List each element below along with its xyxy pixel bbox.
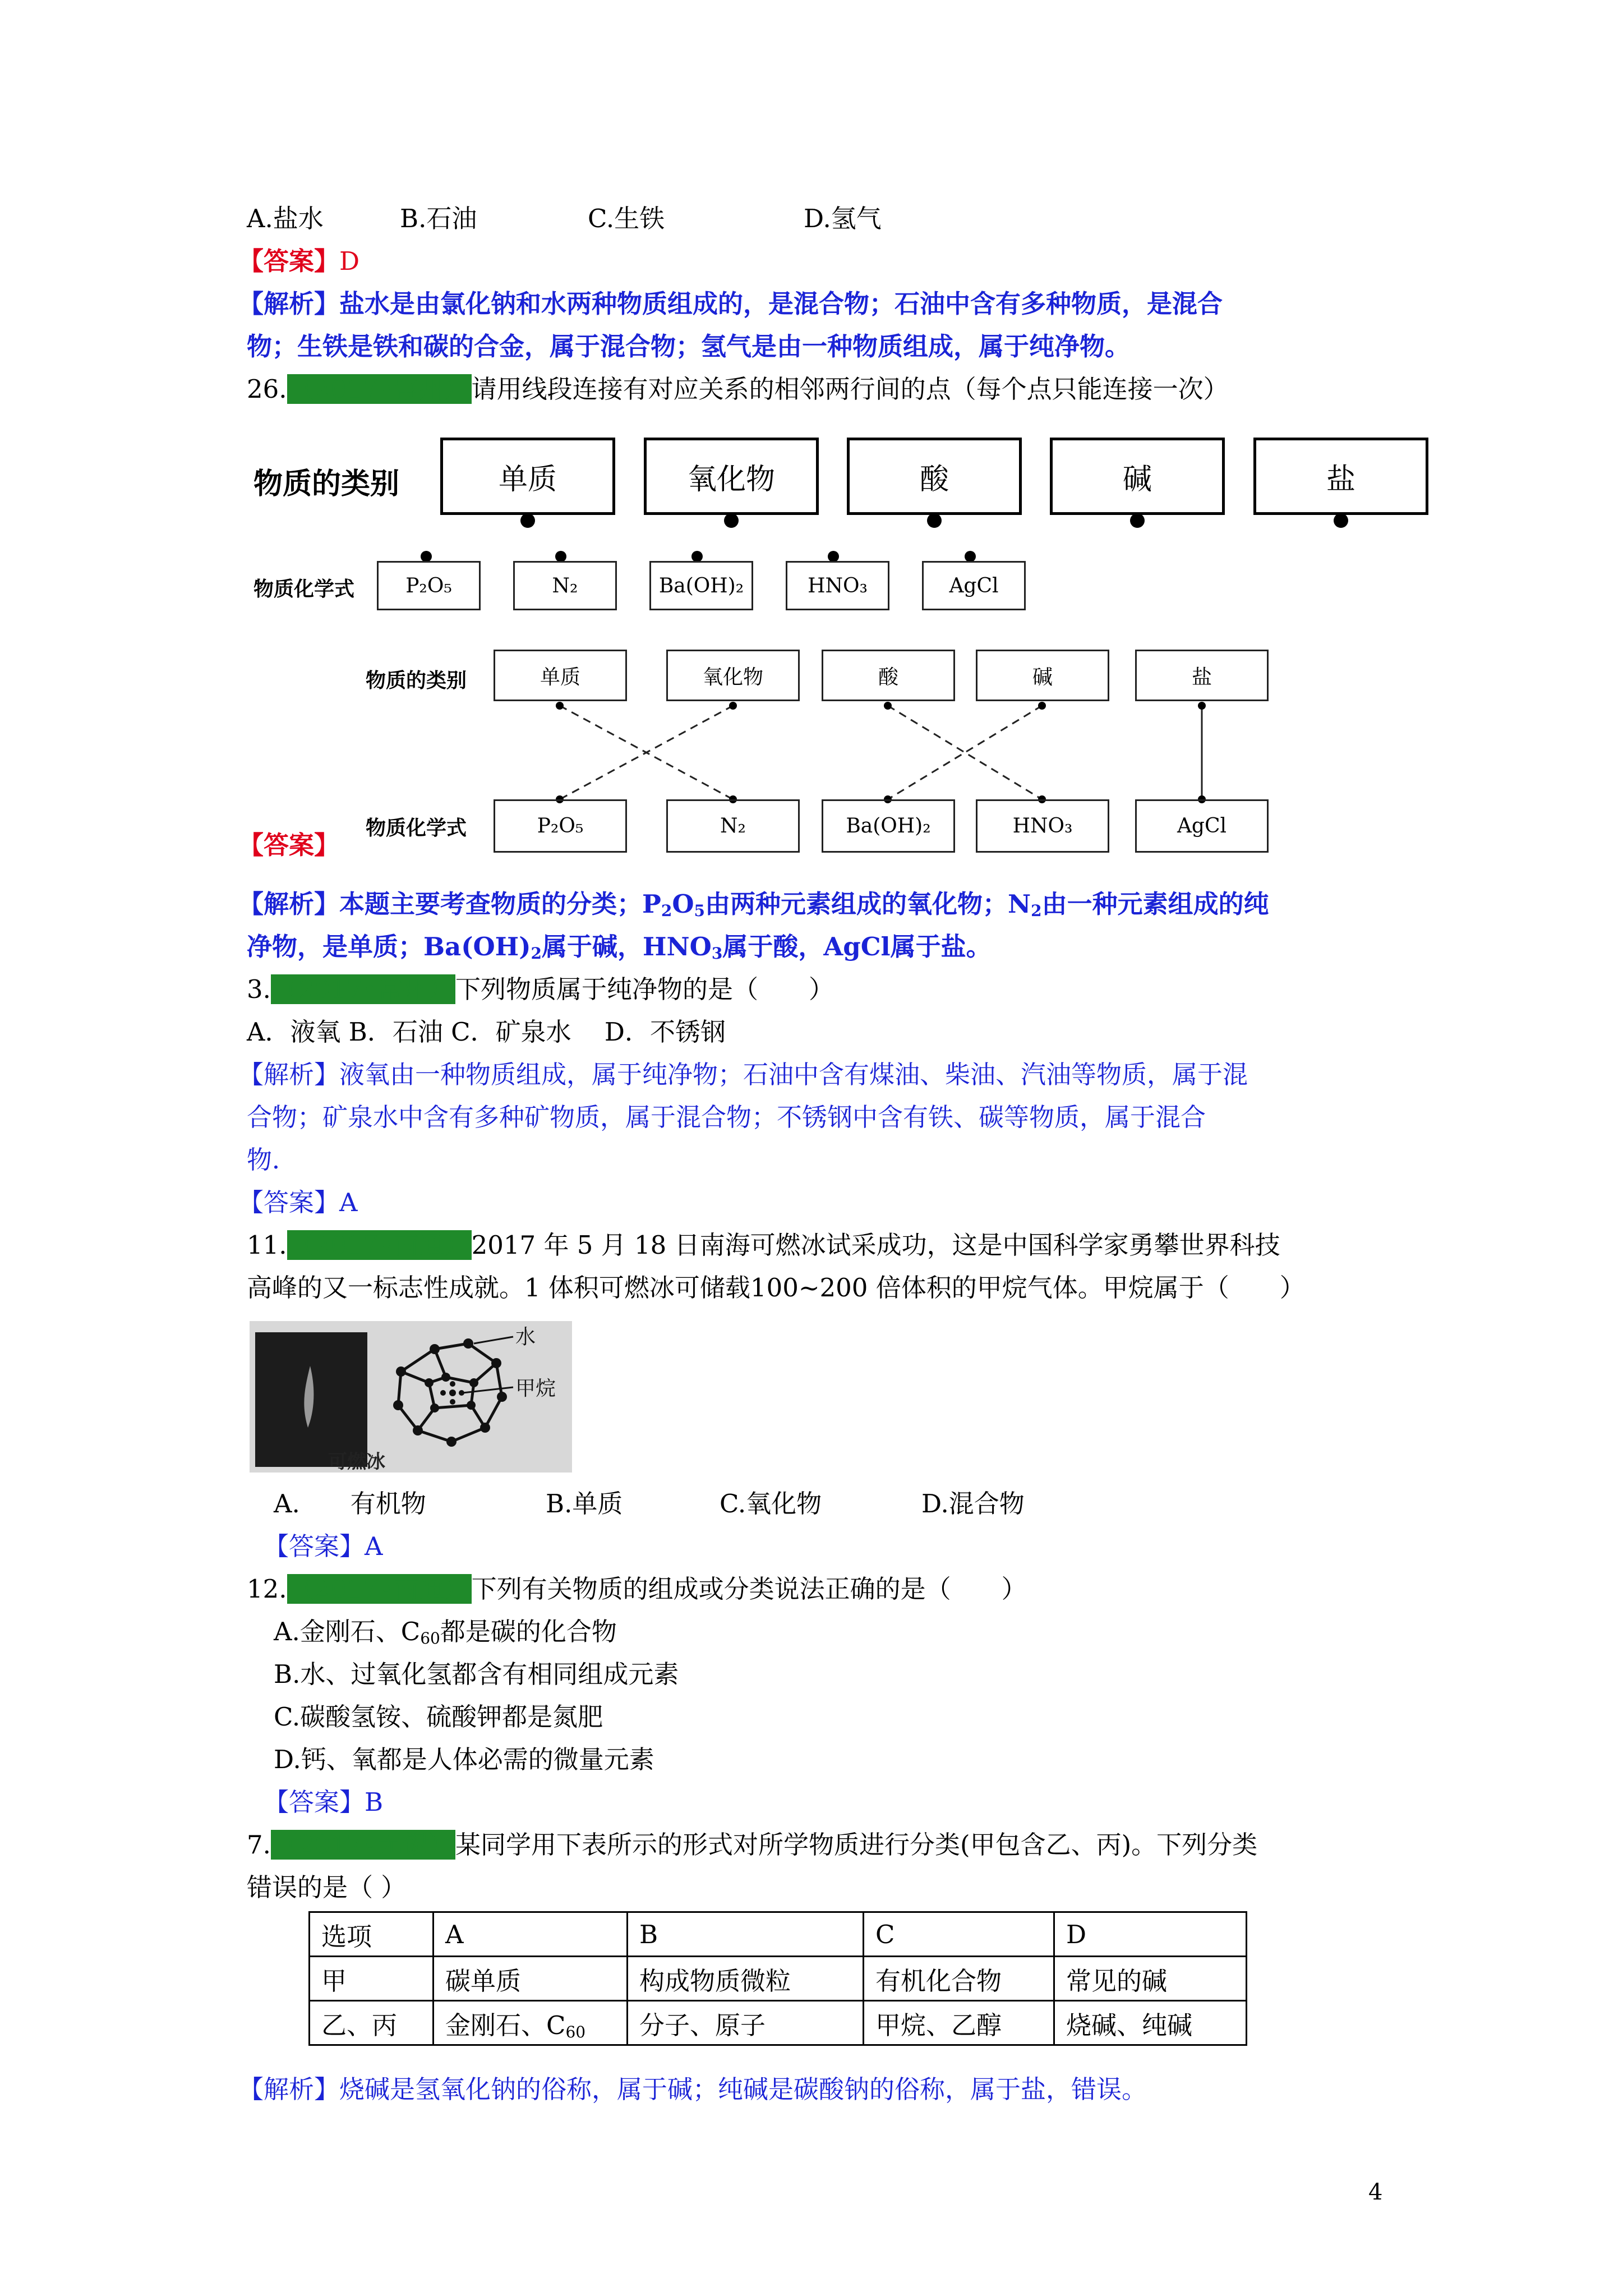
answer-label: 【答案】: [264, 1531, 365, 1561]
analysis-text: 由一种元素组成的纯: [1041, 889, 1269, 919]
question-text: 请用线段连接有对应关系的相邻两行间的点（每个点只能连接一次）: [471, 374, 1229, 404]
q3-analysis-line-2: 合物；矿泉水中含有多种矿物质，属于混合物；不锈钢中含有铁、碳等物质，属于混合: [247, 1102, 1206, 1132]
connect-dot: [556, 702, 564, 710]
prev-option-b: B.石油: [400, 204, 477, 233]
q7-classification-table: [308, 1911, 1247, 2046]
q26-analysis-line-1: [238, 887, 1269, 921]
analysis-text: O: [672, 889, 694, 919]
question-number: 11.: [247, 1230, 287, 1260]
table-header-cell: C: [864, 1912, 1054, 1957]
formula-box: HNO₃: [786, 561, 889, 610]
q11-combustible-ice-image: [250, 1321, 572, 1473]
formula-box: AgCl: [1135, 799, 1269, 853]
connect-dot: [884, 702, 892, 710]
question-number: 26.: [247, 374, 287, 404]
option-b: B.单质: [546, 1489, 623, 1519]
answer-label: 【答案】: [238, 1188, 340, 1217]
subscript: 60: [420, 1629, 440, 1648]
analysis-text: 液氧由一种物质组成，属于纯净物；石油中含有煤油、柴油、汽油等物质，属于混: [339, 1060, 1248, 1089]
table-cell: 甲烷、乙醇: [864, 2001, 1054, 2045]
analysis-text: 属于酸，AgCl属于盐。: [722, 932, 992, 961]
row-label-formula: 物质化学式: [253, 578, 355, 601]
table-header-row: [310, 1912, 1247, 1957]
q11-options: [274, 1487, 1025, 1521]
analysis-text: 本题主要考查物质的分类；P: [339, 889, 661, 919]
analysis-text: 盐水是由氯化钠和水两种物质组成的，是混合物；石油中含有多种物质，是混合: [339, 289, 1223, 319]
formula-box: P₂O₅: [494, 799, 627, 853]
source-tag: （2017•常州）: [287, 374, 472, 404]
table-cell: 分子、原子: [628, 2001, 864, 2045]
option-a: A. 有机物: [274, 1489, 426, 1519]
source-tag: （2017•南通）: [287, 1574, 472, 1604]
prev-option-a: A.盐水: [247, 204, 324, 233]
category-box: 碱: [976, 650, 1109, 701]
analysis-text: 净物，是单质；Ba(OH): [247, 932, 531, 961]
category-box: 单质: [494, 650, 627, 701]
table-cell: 有机化合物: [864, 1957, 1054, 2001]
table-row: [310, 2001, 1247, 2045]
analysis-label: 【解析】: [238, 1060, 340, 1089]
q7-stem-line-2: 错误的是（ ）: [247, 1872, 407, 1902]
q3-answer: [238, 1186, 358, 1220]
water-label: 水: [515, 1326, 536, 1349]
formula-box: P₂O₅: [377, 561, 481, 610]
answer-label: 【答案】: [264, 1787, 365, 1817]
q3-stem: [247, 973, 834, 1006]
q12-option-c: C.碳酸氢铵、硫酸钾都是氮肥: [274, 1702, 603, 1732]
analysis-text: 属于碱，HNO: [541, 932, 712, 961]
source-tag: （2017•南通）: [287, 1230, 472, 1260]
subscript: 2: [531, 944, 542, 963]
formula-box: N₂: [666, 799, 800, 853]
row-label-category: 物质的类别: [253, 467, 400, 501]
answer-value: A: [365, 1531, 383, 1561]
question-text: 下列有关物质的组成或分类说法正确的是（ ）: [471, 1574, 1027, 1604]
page-number: 4: [1368, 2179, 1383, 2205]
formula-box: HNO₃: [976, 799, 1109, 853]
option-d: D.混合物: [921, 1489, 1025, 1519]
option-text: A.金刚石、C: [274, 1617, 421, 1646]
option-text: 都是碳的化合物: [440, 1617, 617, 1646]
table-cell: 烧碱、纯碱: [1054, 2001, 1247, 2045]
category-box: 氧化物: [666, 650, 800, 701]
row-label-formula: 物质化学式: [366, 817, 467, 840]
table-cell: 构成物质微粒: [628, 1957, 864, 2001]
q3-analysis-line-1: [238, 1058, 1248, 1092]
analysis-label: 【解析】: [238, 889, 340, 919]
q3-analysis-line-3: 物．: [247, 1145, 298, 1175]
category-box: 盐: [1253, 438, 1428, 515]
q26-answer-label: 【答案】: [238, 830, 340, 860]
formula-box: Ba(OH)₂: [822, 799, 955, 853]
answer-label: 【答案】: [238, 246, 340, 276]
prev-option-d: D.氢气: [804, 204, 882, 233]
answer-value: B: [365, 1787, 384, 1817]
question-text: 某同学用下表所示的形式对所学物质进行分类(甲包含乙、丙)。下列分类: [455, 1830, 1258, 1860]
q11-stem-line-1: [247, 1228, 1280, 1262]
q12-option-b: B.水、过氧化氢都含有相同组成元素: [274, 1659, 679, 1689]
source-tag: （2017•常州）: [271, 974, 455, 1004]
q12-option-d: D.钙、氧都是人体必需的微量元素: [274, 1745, 654, 1774]
question-number: 12.: [247, 1574, 287, 1604]
connect-dot: [1038, 702, 1046, 710]
subscript: 5: [694, 901, 706, 920]
question-number: 7.: [247, 1830, 271, 1860]
connect-dot: [729, 702, 737, 710]
table-header-cell: A: [434, 1912, 628, 1957]
table-header-cell: 选项: [310, 1912, 434, 1957]
q11-stem-line-2: 高峰的又一标志性成就。1 体积可燃冰可储载100~200 倍体积的甲烷气体。甲烷属于（ ）: [247, 1273, 1305, 1303]
q3-options: A．液氧 B．石油 C．矿泉水 D．不锈钢: [247, 1017, 726, 1047]
category-box: 盐: [1135, 650, 1269, 701]
prev-analysis-line-2: 物；生铁是铁和碳的合金，属于混合物；氢气是由一种物质组成，属于纯净物。: [247, 332, 1131, 361]
q12-stem: [247, 1572, 1027, 1606]
methane-label: 甲烷: [515, 1377, 556, 1400]
row-label-category: 物质的类别: [366, 669, 467, 692]
prev-option-c: C.生铁: [588, 204, 665, 233]
question-text: 2017 年 5 月 18 日南海可燃冰试采成功，这是中国科学家勇攀世界科技: [471, 1230, 1280, 1260]
table-header-cell: B: [628, 1912, 864, 1957]
analysis-text: 烧碱是氢氧化钠的俗称，属于碱；纯碱是碳酸钠的俗称，属于盐，错误。: [339, 2074, 1147, 2104]
source-tag: （2017•无锡）: [271, 1830, 455, 1860]
question-text: 下列物质属于纯净物的是（ ）: [455, 974, 834, 1004]
table-cell: [434, 2001, 628, 2045]
cell-text: 金刚石、C: [445, 2010, 566, 2040]
table-row: [310, 1957, 1247, 2001]
subscript: 2: [1031, 901, 1042, 920]
q26-analysis-line-2: [247, 930, 992, 964]
q12-answer: [264, 1786, 383, 1819]
table-cell: 乙、丙: [310, 2001, 434, 2045]
table-cell: 常见的碱: [1054, 1957, 1247, 2001]
subscript: 60: [565, 2022, 586, 2041]
question-number: 3.: [247, 974, 271, 1004]
category-box: 碱: [1050, 438, 1225, 515]
table-header-cell: D: [1054, 1912, 1247, 1957]
analysis-text: 由两种元素组成的氧化物；N: [705, 889, 1031, 919]
formula-box: N₂: [513, 561, 617, 610]
analysis-label: 【解析】: [238, 2074, 340, 2104]
category-box: 酸: [822, 650, 955, 701]
combustible-ice-illustration: [250, 1321, 572, 1473]
connect-dot: [1198, 702, 1206, 710]
subscript: 2: [661, 901, 672, 920]
formula-box: Ba(OH)₂: [649, 561, 753, 610]
table-cell: 碳单质: [434, 1957, 628, 2001]
ice-label: 可燃冰: [328, 1451, 385, 1473]
q7-stem-line-1: [247, 1828, 1257, 1862]
answer-value: A: [339, 1188, 358, 1217]
subscript: 3: [711, 944, 723, 963]
formula-box: AgCl: [922, 561, 1026, 610]
category-box: 氧化物: [644, 438, 819, 515]
q7-analysis: [238, 2073, 1147, 2106]
q11-answer: [264, 1530, 383, 1563]
option-c: C.氧化物: [720, 1489, 822, 1519]
q12-option-a: [274, 1615, 617, 1649]
connection-lines: [0, 0, 1623, 898]
analysis-label: 【解析】: [238, 289, 340, 319]
category-box: 单质: [440, 438, 615, 515]
category-box: 酸: [847, 438, 1022, 515]
answer-value: D: [339, 246, 360, 276]
table-cell: 甲: [310, 1957, 434, 2001]
